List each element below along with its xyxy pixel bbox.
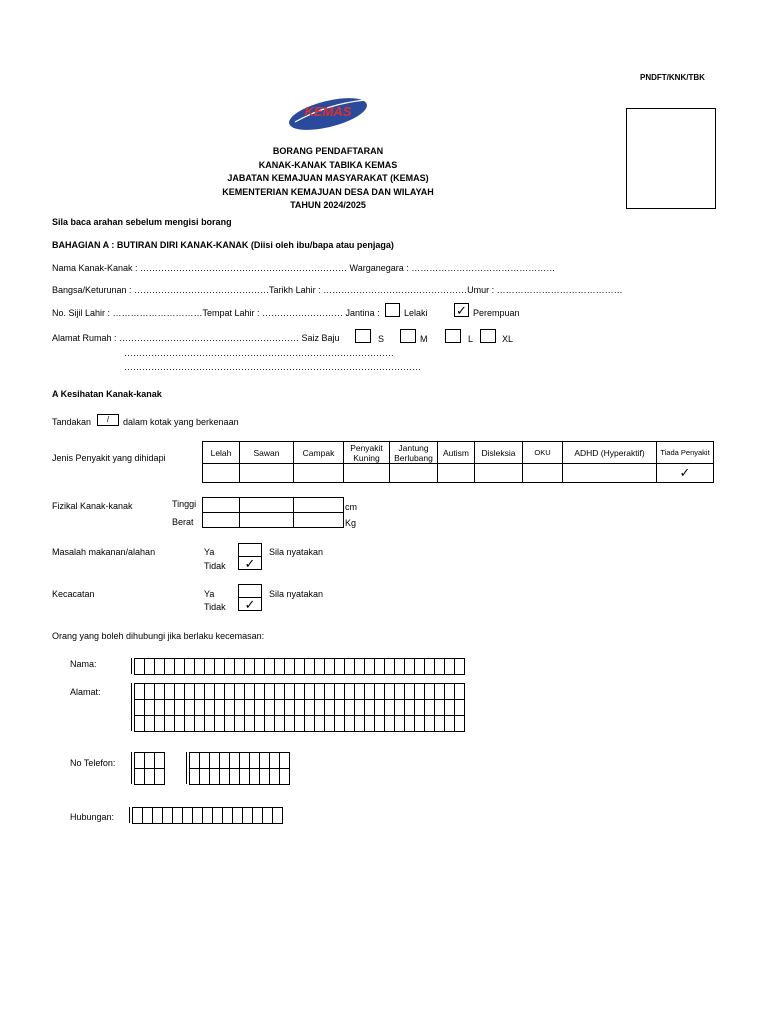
tandakan-sample-box: / — [97, 414, 119, 426]
char-box-row — [189, 768, 289, 784]
makanan-tidak-label: Tidak — [204, 561, 226, 571]
header-line-5: TAHUN 2024/2025 — [290, 200, 366, 210]
logo-text: KEMAS — [304, 104, 352, 119]
tinggi-cell[interactable] — [294, 498, 344, 513]
berat-label: Berat — [172, 517, 194, 527]
disease-jantung-berlubang: Jantung Berlubang — [390, 442, 438, 464]
disease-check-cell[interactable] — [344, 464, 390, 483]
disease-penyakit-kuning: Penyakit Kuning — [344, 442, 390, 464]
disease-adhd: ADHD (Hyperaktif) — [563, 442, 657, 464]
fizikal-label: Fizikal Kanak-kanak — [52, 501, 133, 511]
kemas-logo — [287, 92, 369, 132]
disease-check-cell[interactable] — [240, 464, 294, 483]
section-a-title: BAHAGIAN A : BUTIRAN DIRI KANAK-KANAK (Diisi oleh ibu/bapa atau penjaga) — [52, 240, 394, 250]
alamat-grid[interactable] — [131, 683, 464, 731]
char-box[interactable] — [454, 683, 465, 700]
contact-hubungan-label: Hubungan: — [70, 812, 115, 822]
tinggi-cell[interactable] — [203, 498, 240, 513]
contact-intro: Orang yang boleh dihubungi jika berlaku kecemasan: — [52, 631, 265, 641]
cm-unit: cm — [345, 502, 357, 512]
perempuan-label: Perempuan — [473, 308, 520, 318]
telefon-number-grid[interactable] — [186, 752, 289, 784]
disease-check-cell[interactable] — [523, 464, 563, 483]
alamat-line-3[interactable]: ……………………………………………………………………………………… — [124, 362, 421, 372]
jenis-penyakit-label: Jenis Penyakit yang dihidapi — [52, 453, 166, 463]
disease-table — [202, 441, 714, 483]
disease-lelah: Lelah — [203, 442, 240, 464]
char-box[interactable] — [272, 807, 283, 824]
kecacatan-ya-label: Ya — [204, 589, 215, 599]
makanan-sila-label: Sila nyatakan — [269, 547, 324, 557]
size-s-checkbox[interactable] — [355, 329, 371, 343]
health-section-title: A Kesihatan Kanak-kanak — [52, 389, 162, 399]
disease-check-row — [203, 464, 714, 483]
form-header — [0, 145, 656, 213]
disease-check-cell[interactable] — [203, 464, 240, 483]
instruction-text: Sila baca arahan sebelum mengisi borang — [52, 217, 232, 227]
char-box[interactable] — [454, 699, 465, 716]
lelaki-checkbox[interactable] — [385, 303, 400, 317]
disease-check-cell[interactable] — [294, 464, 344, 483]
hubungan-grid[interactable] — [129, 807, 282, 823]
char-box-row — [134, 715, 464, 731]
berat-cell[interactable] — [240, 513, 294, 528]
char-box-row — [134, 658, 464, 674]
disease-tiada-check[interactable]: ✓ — [657, 464, 714, 483]
contact-nama-label: Nama: — [70, 659, 97, 669]
size-xl-checkbox[interactable] — [480, 329, 496, 343]
char-box[interactable] — [154, 768, 165, 785]
disease-sawan: Sawan — [240, 442, 294, 464]
telefon-prefix-grid[interactable] — [131, 752, 164, 784]
document-code: PNDFT/KNK/TBK — [640, 73, 705, 82]
size-m-label: M — [420, 334, 428, 344]
char-box-row — [132, 807, 282, 823]
lelaki-label: Lelaki — [404, 308, 428, 318]
nama-grid[interactable] — [131, 658, 464, 674]
berat-row — [203, 513, 344, 528]
sijil-tempat-jantina-line[interactable]: No. Sijil Lahir : …………………………Tempat Lahir : ……………………… Jantina : — [52, 308, 380, 318]
disease-check-cell[interactable] — [390, 464, 438, 483]
header-line-4: KEMENTERIAN KEMAJUAN DESA DAN WILAYAH — [222, 186, 434, 197]
char-box[interactable] — [454, 715, 465, 732]
nama-warganegara-line[interactable]: Nama Kanak-Kanak : …………………………………………………………… Warganegara : ………………………………………… — [52, 263, 556, 273]
header-line-3: JABATAN KEMAJUAN MASYARAKAT (KEMAS) — [227, 173, 429, 183]
char-box-row — [134, 683, 464, 699]
berat-cell[interactable] — [294, 513, 344, 528]
tinggi-row — [203, 498, 344, 513]
char-box[interactable] — [279, 768, 290, 785]
bangsa-tarikh-umur-line[interactable]: Bangsa/Keturunan : ………………………………………Tarikh Lahir : …………………………………………Umur : …………………………………… — [52, 285, 623, 295]
kecacatan-tidak-label: Tidak — [204, 602, 226, 612]
disease-tiada: Tiada Penyakit — [657, 442, 714, 464]
contact-telefon-label: No Telefon: — [70, 758, 116, 768]
makanan-ya-checkbox[interactable] — [238, 543, 262, 557]
char-box-row — [134, 752, 164, 768]
size-l-checkbox[interactable] — [445, 329, 461, 343]
disease-oku: OKU — [523, 442, 563, 464]
perempuan-checkbox[interactable]: ✓ — [454, 303, 469, 317]
char-box[interactable] — [154, 752, 165, 769]
kecacatan-ya-checkbox[interactable] — [238, 584, 262, 598]
char-box-row — [134, 768, 164, 784]
disease-campak: Campak — [294, 442, 344, 464]
kecacatan-label: Kecacatan — [52, 589, 95, 599]
berat-cell[interactable] — [203, 513, 240, 528]
disease-check-cell[interactable] — [475, 464, 523, 483]
header-line-2: KANAK-KANAK TABIKA KEMAS — [258, 159, 398, 170]
disease-check-cell[interactable] — [563, 464, 657, 483]
disease-autism: Autism — [438, 442, 475, 464]
disease-disleksia: Disleksia — [475, 442, 523, 464]
fizikal-table — [202, 497, 344, 528]
disease-header-row — [203, 442, 714, 464]
kecacatan-tidak-checkbox[interactable]: ✓ — [238, 597, 262, 611]
contact-alamat-label: Alamat: — [70, 687, 101, 697]
char-box[interactable] — [454, 658, 465, 675]
makanan-tidak-checkbox[interactable]: ✓ — [238, 556, 262, 570]
char-box[interactable] — [279, 752, 290, 769]
size-xl-label: XL — [502, 334, 514, 344]
alamat-saiz-line[interactable]: Alamat Rumah : …………………………………………………… Saiz Baju — [52, 333, 340, 343]
disease-check-cell[interactable] — [438, 464, 475, 483]
tinggi-label: Tinggi — [172, 499, 197, 509]
char-box-row — [189, 752, 289, 768]
size-s-label: S — [378, 334, 385, 344]
tinggi-cell[interactable] — [240, 498, 294, 513]
kecacatan-sila-label: Sila nyatakan — [269, 589, 324, 599]
size-l-label: L — [468, 334, 474, 344]
size-m-checkbox[interactable] — [400, 329, 416, 343]
header-line-1: BORANG PENDAFTARAN — [272, 146, 384, 156]
char-box-row — [134, 699, 464, 715]
tandakan-suffix: dalam kotak yang berkenaan — [123, 417, 239, 427]
makanan-label: Masalah makanan/alahan — [52, 547, 156, 557]
alamat-line-2[interactable]: ……………………………………………………………………………… — [124, 348, 394, 358]
tandakan-prefix: Tandakan — [52, 417, 92, 427]
makanan-ya-label: Ya — [204, 547, 215, 557]
kg-unit: Kg — [345, 518, 357, 528]
